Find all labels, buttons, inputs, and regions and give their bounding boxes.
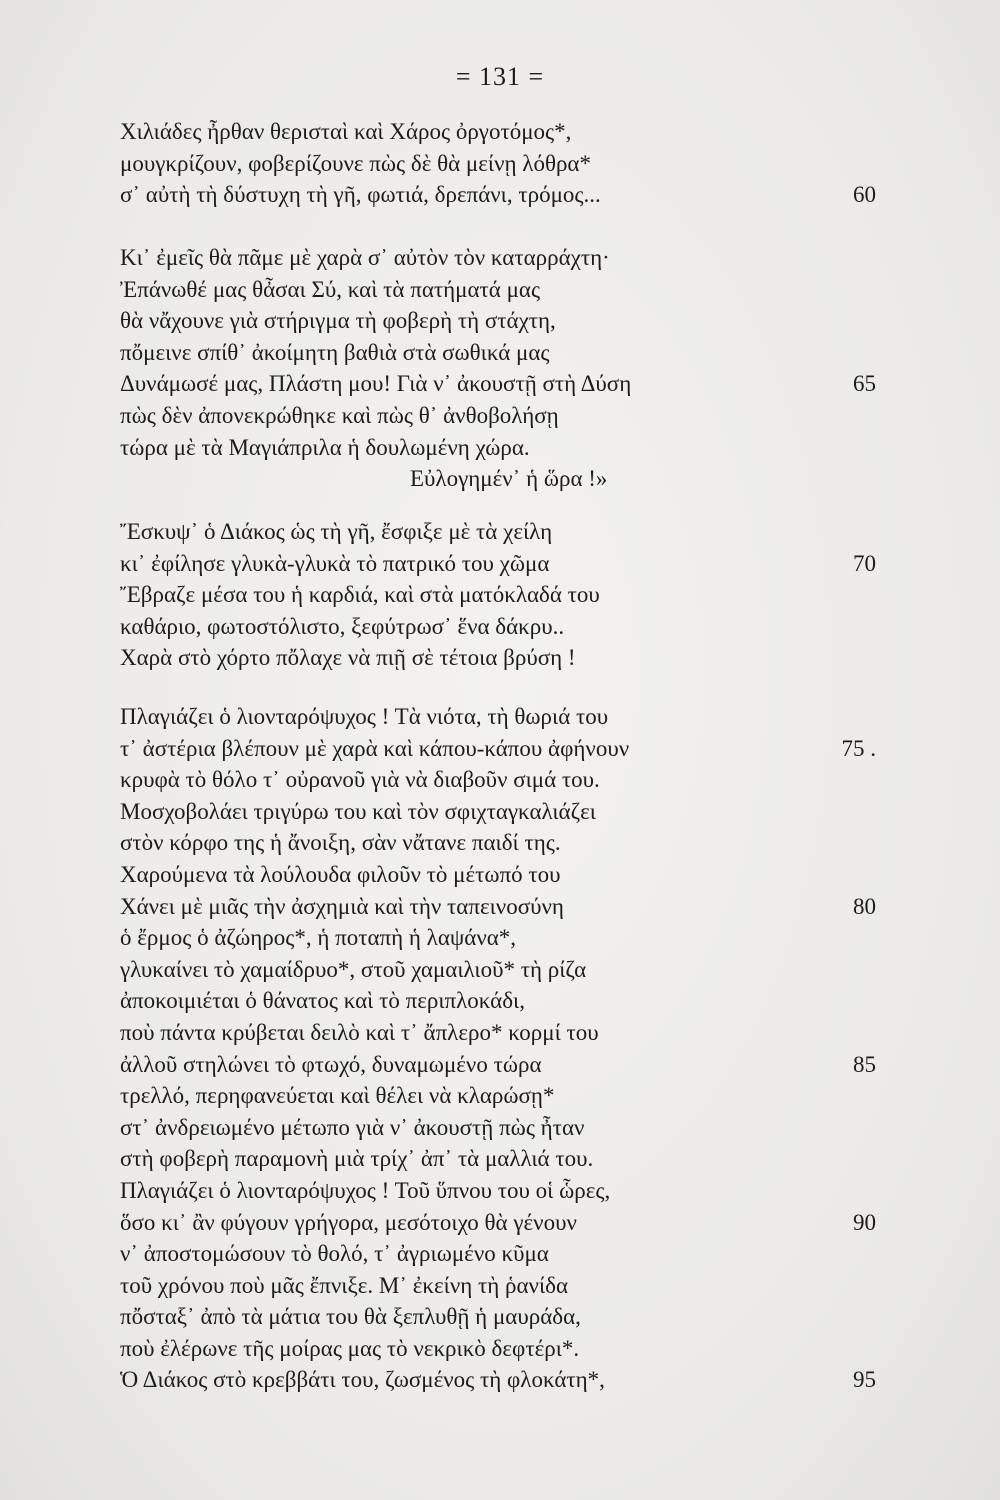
verse-text: Ἔσκυψ᾽ ὁ Διάκος ὡς τὴ γῆ, ἔσφιξε μὲ τὰ χείλη (120, 519, 553, 544)
verse-text: Χιλιάδες ἦρθαν θερισταὶ καὶ Χάρος ὀργοτόμος*, (120, 119, 572, 144)
verse-line (120, 1049, 880, 1081)
verse-line (120, 432, 880, 464)
verse-text: ποὺ πάντα κρύβεται δειλὸ καὶ τ᾽ ἄπλερο* κορμί του (120, 1019, 599, 1045)
verse-line (120, 1364, 880, 1396)
verse-text: Χαρὰ στὸ χόρτο πὄλαχε νὰ πιῇ σὲ τέτοια βρύση ! (120, 645, 576, 671)
verse-line (120, 179, 880, 211)
verse-text: πὄσταξ᾽ ἀπὸ τὰ μάτια του θὰ ξεπλυθῇ ἡ μαυράδα, (120, 1304, 581, 1330)
verse-text: Ἔβραζε μέσα του ἡ καρδιά, καὶ στὰ ματόκλαδά του (120, 582, 600, 608)
line-number: 70 (853, 550, 876, 576)
verse-text: ν᾽ ἀποστομώσουν τὸ θολό, τ᾽ ἀγριωμένο κῦμα (120, 1241, 549, 1267)
verse-text: Πλαγιάζει ὁ λιονταρόψυχος ! Τοῦ ὕπνου του οἱ ὧρες, (120, 1177, 611, 1203)
line-number: 60 (853, 182, 876, 208)
verse-text: Ἐπάνωθέ μας θἆσαι Σύ, καὶ τὰ πατήματά μας (120, 276, 541, 302)
verse-text: κρυφὰ τὸ θόλο τ᾽ οὐρανοῦ γιὰ νὰ διαβοῦν σιμά του. (120, 767, 600, 793)
verse-line (120, 463, 880, 495)
verse-line (120, 242, 880, 274)
verse-line (120, 859, 880, 891)
verse-line (120, 305, 880, 337)
verse-line (120, 701, 880, 733)
verse-line (120, 579, 880, 611)
verse-line (120, 1238, 880, 1270)
verse-text: Χάνει μὲ μιᾶς τὴν ἀσχημιὰ καὶ τὴν ταπεινοσύνη (120, 893, 564, 919)
verse-text: κι᾽ ἐφίλησε γλυκὰ-γλυκὰ τὸ πατρικό του χῶμα (120, 550, 550, 576)
line-number: 90 (853, 1209, 876, 1235)
verse-line (120, 827, 880, 859)
stanza-4 (120, 701, 880, 1396)
verse-text: Ὁ Διάκος στὸ κρεββάτι του, ζωσμένος τὴ φλοκάτη*, (120, 1367, 605, 1393)
line-number: 95 (853, 1367, 876, 1393)
verse-line (120, 1080, 880, 1112)
verse-line (120, 922, 880, 954)
verse-text: Μοσχοβολάει τριγύρω του καὶ τὸν σφιχταγκαλιάζει (120, 798, 596, 824)
stanza-1 (120, 116, 880, 211)
verse-text: γλυκαίνει τὸ χαμαίδρυο*, στοῦ χαμαιλιοῦ* τὴ ρίζα (120, 956, 587, 982)
verse-line (120, 337, 880, 369)
verse-line (120, 1207, 880, 1239)
verse-text: στὴ φοβερὴ παραμονὴ μιὰ τρίχ᾽ ἀπ᾽ τὰ μαλλιά του. (120, 1146, 594, 1172)
verse-text: πὄμεινε σπίθ᾽ ἀκοίμητη βαθιὰ στὰ σωθικά μας (120, 339, 550, 365)
line-number: 85 (853, 1051, 876, 1077)
verse-line (120, 116, 880, 148)
verse-line (120, 400, 880, 432)
verse-line (120, 516, 880, 548)
verse-text: τ᾽ ἀστέρια βλέπουν μὲ χαρὰ καὶ κάπου-κάπου ἀφήνουν (120, 735, 630, 761)
verse-line (120, 1175, 880, 1207)
verse-line (120, 642, 880, 674)
verse-text: στ᾽ ἀνδρειωμένο μέτωπο γιὰ ν᾽ ἀκουστῇ πὼς ἦταν (120, 1114, 585, 1140)
verse-line (120, 148, 880, 180)
verse-line (120, 1270, 880, 1302)
verse-text: σ᾽ αὐτὴ τὴ δύστυχη τὴ γῆ, φωτιά, δρεπάνι, τρόμος... (120, 182, 601, 208)
verse-text: τώρα μὲ τὰ Μαγιάπριλα ἡ δουλωμένη χώρα. (120, 434, 530, 460)
verse-line (120, 796, 880, 828)
verse-text: ὁ ἔρμος ὁ ἀζώηρος*, ἡ ποταπὴ ἡ λαψάνα*, (120, 925, 517, 951)
stanza-3 (120, 516, 880, 674)
line-number: 65 (853, 371, 876, 397)
verse-line (120, 891, 880, 923)
verse-line (120, 1301, 880, 1333)
verse-line (120, 954, 880, 986)
verse-line (120, 611, 880, 643)
verse-line (120, 548, 880, 580)
verse-text: ποὺ ἐλέρωνε τῆς μοίρας μας τὸ νεκρικὸ δεφτέρι*. (120, 1335, 580, 1361)
verse-text: στὸν κόρφο της ἡ ἄνοιξη, σὰν νἄτανε παιδί της. (120, 830, 561, 856)
verse-line (120, 274, 880, 306)
verse-line (120, 368, 880, 400)
verse-text: Χαρούμενα τὰ λούλουδα φιλοῦν τὸ μέτωπό του (120, 861, 561, 887)
verse-text: θὰ νἄχουνε γιὰ στήριγμα τὴ φοβερὴ τὴ στάχτη, (120, 308, 556, 334)
verse-text: ὅσο κι᾽ ἂν φύγουν γρήγορα, μεσότοιχο θὰ γένουν (120, 1209, 577, 1235)
verse-line (120, 764, 880, 796)
verse-text: Κι᾽ ἐμεῖς θὰ πᾶμε μὲ χαρὰ σ᾽ αὐτὸν τὸν καταρράχτη· (120, 245, 610, 270)
verse-text: πὼς δὲν ἀπονεκρώθηκε καὶ πὼς θ᾽ ἀνθοβολήσῃ (120, 402, 559, 428)
stanza-2 (120, 242, 880, 495)
verse-text: τοῦ χρόνου ποὺ μᾶς ἔπνιξε. Μ᾽ ἐκείνη τὴ ῥανίδα (120, 1272, 569, 1298)
verse-line (120, 1143, 880, 1175)
verse-line (120, 733, 880, 765)
line-number: 75 . (841, 735, 876, 761)
verse-line (120, 985, 880, 1017)
verse-text: ἀλλοῦ στηλώνει τὸ φτωχό, δυναμωμένο τώρα (120, 1051, 542, 1077)
verse-line (120, 1017, 880, 1049)
verse-text: Δυνάμωσέ μας, Πλάστη μου! Γιὰ ν᾽ ἀκουστῇ στὴ Δύση (120, 371, 632, 397)
verse-text: Εὐλογημέν᾽ ἡ ὥρα !» (410, 466, 608, 492)
verse-text: καθάριο, φωτοστόλιστο, ξεφύτρωσ᾽ ἕνα δάκρυ.. (120, 613, 565, 639)
verse-text: ἀποκοιμιέται ὁ θάνατος καὶ τὸ περιπλοκάδι, (120, 988, 525, 1014)
verse-line (120, 1333, 880, 1365)
verse-line (120, 1112, 880, 1144)
page-number: = 131 = (455, 62, 545, 91)
line-number: 80 (853, 893, 876, 919)
verse-text: Πλαγιάζει ὁ λιονταρόψυχος ! Τὰ νιότα, τὴ θωριά του (120, 704, 609, 729)
verse-text: μουγκρίζουν, φοβερίζουνε πὼς δὲ θὰ μείνῃ λόθρα* (120, 150, 591, 176)
verse-text: τρελλό, περηφανεύεται καὶ θέλει νὰ κλαρώσῃ* (120, 1083, 555, 1109)
